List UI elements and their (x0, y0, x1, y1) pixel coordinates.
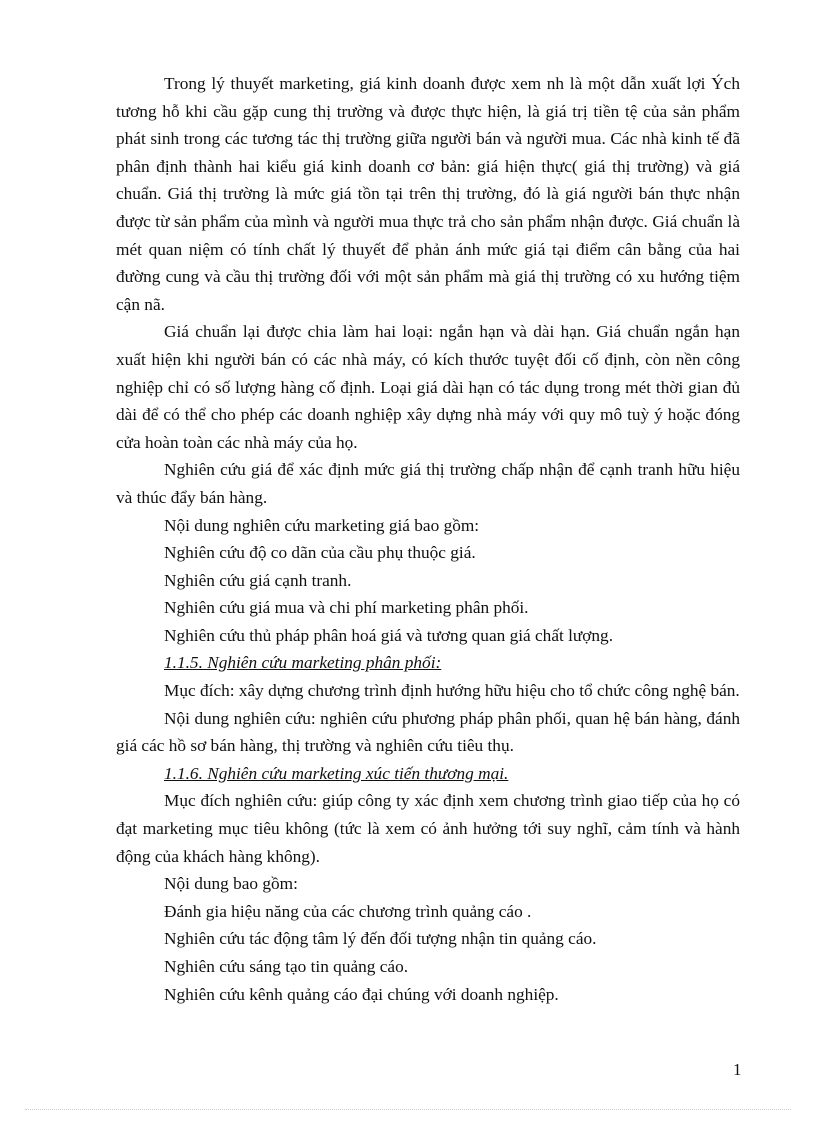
paragraph-distribution-content: Nội dung nghiên cứu: nghiên cứu phương pháp phân phối, quan hệ bán hàng, đánh giá các hồ sơ bán hàng, thị trường và nghiên cứu tiêu thụ. (116, 708, 740, 756)
paragraph-price-research-goal: Nghiên cứu giá để xác định mức giá thị trường chấp nhận để cạnh tranh hữu hiệu và thúc đẩy bán hàng. (116, 460, 740, 507)
paragraph-standard-price-types: Giá chuẩn lại được chia làm hai loại: ngắn hạn và dài hạn. Giá chuẩn ngắn hạn xuất hiện khi người bán có các nhà máy, có kích thước tuyệt đối cố định, còn nền công nghiệp chỉ có số lượng hàng cố định. Loại giá dài hạn có tác dụng trong mét thời gian đủ dài để có thể cho phép các doanh nghiệp xây dựng nhà máy với quy mô tuỳ ý hoặc đóng cửa hoàn toàn các nhà máy của họ. (116, 322, 740, 452)
list-item: Nội dung bao gồm: (164, 874, 298, 894)
paragraph-distribution-purpose: Mục đích: xây dựng chương trình định hướng hữu hiệu cho tổ chức công nghệ bán. (164, 681, 740, 701)
document-body (116, 70, 740, 1008)
section-heading-1-1-6: 1.1.6. Nghiên cứu marketing xúc tiến thương mại. (164, 763, 509, 783)
list-item: Nội dung nghiên cứu marketing giá bao gồm: (164, 515, 480, 535)
paragraph-promotion-purpose: Mục đích nghiên cứu: giúp công ty xác định xem chương trình giao tiếp của họ có đạt marketing mục tiêu không (tức là xem có ảnh hưởng tới suy nghĩ, cảm tính và hành động của khách hàng không). (116, 791, 740, 866)
list-item: Nghiên cứu thủ pháp phân hoá giá và tương quan giá chất lượng. (164, 625, 614, 645)
list-item: Nghiên cứu kênh quảng cáo đại chúng với doanh nghiệp. (164, 984, 559, 1004)
list-item: Nghiên cứu giá mua và chi phí marketing phân phối. (164, 598, 529, 618)
list-item: Nghiên cứu giá cạnh tranh. (164, 570, 352, 590)
list-item: Đánh gia hiệu năng của các chương trình quảng cáo . (164, 901, 532, 921)
page-bottom-divider (25, 1109, 791, 1110)
page-number: 1 (733, 1060, 742, 1079)
list-item: Nghiên cứu độ co dãn của cầu phụ thuộc giá. (164, 543, 476, 563)
paragraph-market-price-theory: Trong lý thuyết marketing, giá kinh doanh được xem nh là một dẫn xuất lợi Ých tương hỗ khi cầu gặp cung thị trường và được thực hiện, là giá trị tiền tệ của sản phẩm phát sinh trong các tương tác thị trường giữa người bán và người mua. Các nhà kinh tế đã phân định thành hai kiểu giá kinh doanh cơ bản: giá hiện thực( giá thị trường) và giá chuẩn. Giá thị trường là mức giá tồn tại trên thị trường, đó là giá người bán thực nhận được từ sản phẩm của mình và người mua thực trả cho sản phẩm nhận được. Giá chuẩn là mét quan niệm có tính chất lý thuyết để phản ánh mức giá tại điểm cân bằng của hai đường cung và cầu thị trường đối với một sản phẩm mà giá thị trường có xu hướng tiệm cận nã. (116, 74, 740, 314)
list-item: Nghiên cứu tác động tâm lý đến đối tượng nhận tin quảng cáo. (164, 929, 597, 949)
section-heading-1-1-5: 1.1.5. Nghiên cứu marketing phân phối: (164, 653, 442, 673)
list-item: Nghiên cứu sáng tạo tin quảng cáo. (164, 957, 409, 976)
